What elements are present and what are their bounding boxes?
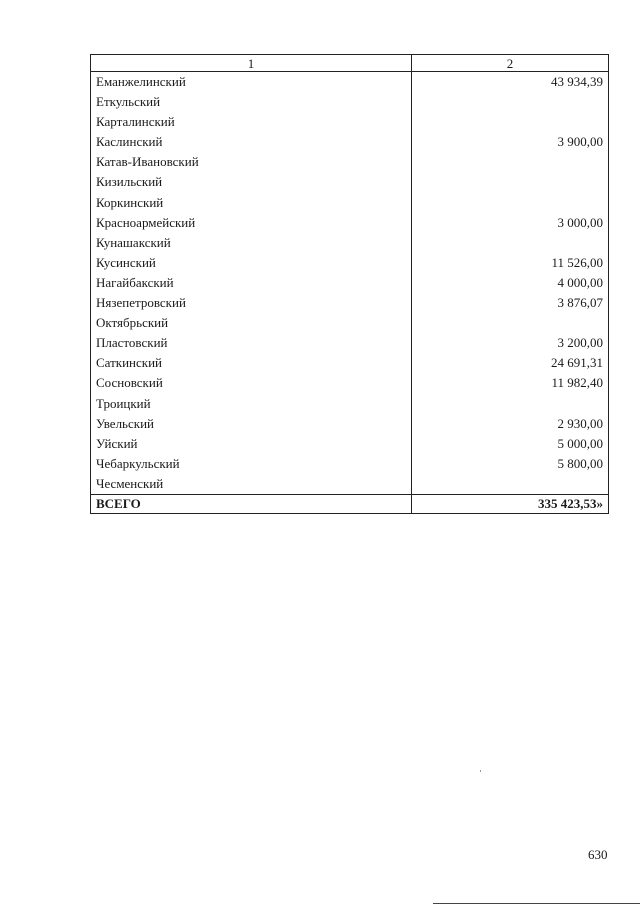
- table-row: [91, 353, 609, 373]
- table-row: [91, 394, 609, 414]
- district-amount: [412, 172, 609, 192]
- district-name: Каслинский: [91, 132, 412, 152]
- budget-table: [90, 54, 609, 514]
- district-name: Кизильский: [91, 172, 412, 192]
- district-name: Коркинский: [91, 193, 412, 213]
- table-row: [91, 434, 609, 454]
- bottom-rule: [433, 903, 640, 904]
- district-name: Еманжелинский: [91, 72, 412, 93]
- district-amount: 24 691,31: [412, 353, 609, 373]
- table-row: [91, 474, 609, 495]
- column-number-row: [91, 55, 609, 72]
- district-amount: 11 982,40: [412, 373, 609, 393]
- district-amount: [412, 193, 609, 213]
- total-label: ВСЕГО: [91, 494, 412, 513]
- table-row: [91, 414, 609, 434]
- district-amount: [412, 394, 609, 414]
- district-amount: [412, 474, 609, 495]
- table-row: [91, 72, 609, 93]
- district-name: Пластовский: [91, 333, 412, 353]
- table-row: [91, 172, 609, 192]
- district-name: Чебаркульский: [91, 454, 412, 474]
- scan-speck: [480, 770, 481, 772]
- table-row: [91, 152, 609, 172]
- district-name: Чесменский: [91, 474, 412, 495]
- page-number: 630: [588, 847, 608, 862]
- table-row: [91, 253, 609, 273]
- district-name: Сосновский: [91, 373, 412, 393]
- district-amount: 3 000,00: [412, 213, 609, 233]
- district-amount: 2 930,00: [412, 414, 609, 434]
- district-name: Уйский: [91, 434, 412, 454]
- district-name: Кунашакский: [91, 233, 412, 253]
- district-name: Октябрьский: [91, 313, 412, 333]
- table-row: [91, 193, 609, 213]
- table-row: [91, 92, 609, 112]
- district-amount: 3 200,00: [412, 333, 609, 353]
- table-row: [91, 373, 609, 393]
- table-row: [91, 313, 609, 333]
- district-name: Еткульский: [91, 92, 412, 112]
- district-amount: [412, 112, 609, 132]
- district-amount: 43 934,39: [412, 72, 609, 93]
- district-amount: 5 000,00: [412, 434, 609, 454]
- district-amount: [412, 152, 609, 172]
- district-name: Кусинский: [91, 253, 412, 273]
- district-name: Карталинский: [91, 112, 412, 132]
- table-row: [91, 454, 609, 474]
- table-row: [91, 213, 609, 233]
- district-amount: [412, 92, 609, 112]
- district-name: Троицкий: [91, 394, 412, 414]
- table-row: [91, 233, 609, 253]
- district-amount: [412, 233, 609, 253]
- district-name: Красноармейский: [91, 213, 412, 233]
- column-number-2: 2: [412, 55, 609, 72]
- table-row: [91, 293, 609, 313]
- column-number-1: 1: [91, 55, 412, 72]
- table-body: [91, 72, 609, 495]
- district-name: Нагайбакский: [91, 273, 412, 293]
- district-name: Увельский: [91, 414, 412, 434]
- table-row: [91, 333, 609, 353]
- table-row: [91, 273, 609, 293]
- district-amount: 11 526,00: [412, 253, 609, 273]
- district-amount: 4 000,00: [412, 273, 609, 293]
- total-amount: 335 423,53»: [412, 494, 609, 513]
- district-amount: 3 900,00: [412, 132, 609, 152]
- total-row: [91, 494, 609, 513]
- district-amount: 5 800,00: [412, 454, 609, 474]
- table-row: [91, 112, 609, 132]
- district-name: Катав-Ивановский: [91, 152, 412, 172]
- district-name: Саткинский: [91, 353, 412, 373]
- district-name: Нязепетровский: [91, 293, 412, 313]
- table-row: [91, 132, 609, 152]
- district-amount: 3 876,07: [412, 293, 609, 313]
- district-amount: [412, 313, 609, 333]
